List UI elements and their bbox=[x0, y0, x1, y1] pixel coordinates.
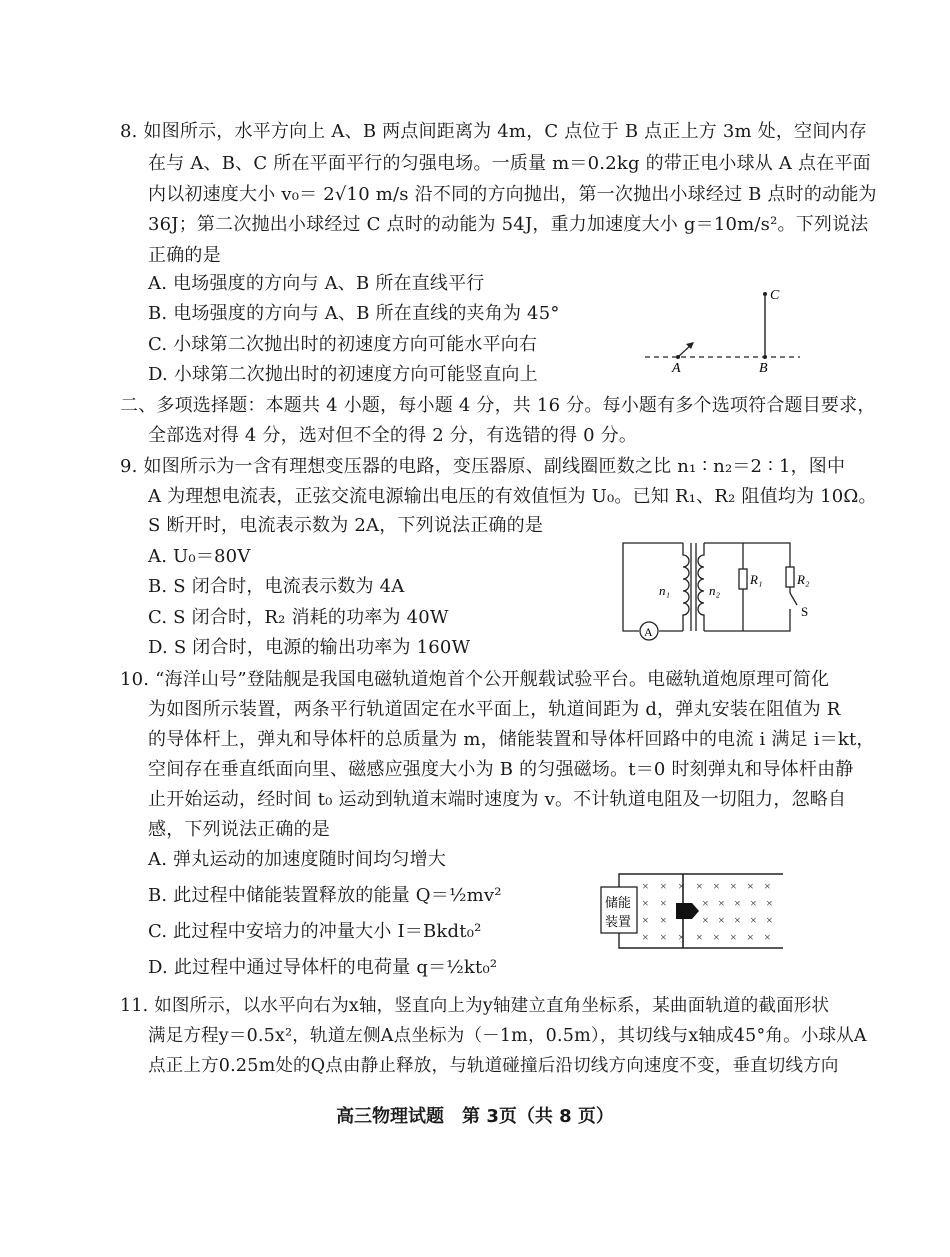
svg-text:×: × bbox=[730, 879, 737, 893]
q8-stem-line: 在与 A、B、C 所在平面平行的匀强电场。一质量 m＝0.2kg 的带正电小球从 A 点在平面 bbox=[148, 153, 871, 174]
primary-coil bbox=[683, 543, 689, 631]
svg-text:×: × bbox=[747, 879, 754, 893]
q10-option-b: B. 此过程中储能装置释放的能量 Q＝½mv² bbox=[148, 885, 502, 906]
device-label-line2: 装置 bbox=[605, 914, 632, 929]
svg-text:×: × bbox=[696, 879, 703, 893]
section-heading: 二、多项选择题：本题共 4 小题，每小题 4 分，共 16 分。每小题有多个选项符合题目要求， bbox=[120, 395, 876, 416]
projectile bbox=[676, 903, 699, 919]
q10-option-d: D. 此过程中通过导体杆的电荷量 q＝½kt₀² bbox=[148, 957, 498, 978]
svg-text:×: × bbox=[764, 879, 771, 893]
q8-label-b: B bbox=[759, 361, 768, 376]
q9-option-c: C. S 闭合时，R₂ 消耗的功率为 40W bbox=[148, 607, 449, 628]
q11-stem-line: 满足方程y＝0.5x²，轨道左侧A点坐标为（－1m，0.5m），其切线与x轴成45°角。小球从A bbox=[148, 1026, 867, 1046]
secondary-coil bbox=[698, 543, 704, 631]
q10-option-a: A. 弹丸运动的加速度随时间均匀增大 bbox=[148, 849, 447, 870]
q10-stem-line: 10. “海洋山号”登陆舰是我国电磁轨道炮首个公开舰载试验平台。电磁轨道炮原理可简化 bbox=[120, 669, 830, 690]
svg-text:×: × bbox=[642, 913, 649, 927]
q8-stem-line: 36J；第二次抛出小球经过 C 点时的动能为 54J，重力加速度大小 g＝10m/s²。下列说法 bbox=[148, 214, 869, 235]
svg-text:×: × bbox=[766, 896, 773, 910]
q9-option-b: B. S 闭合时，电流表示数为 4A bbox=[148, 576, 405, 597]
q11-stem-line: 点正上方0.25m处的Q点由静止释放，与轨道碰撞后沿切线方向速度不变，垂直切线方向 bbox=[148, 1056, 839, 1076]
ammeter-label: A bbox=[644, 625, 653, 639]
svg-text:×: × bbox=[718, 913, 725, 927]
q10-stem-line: 的导体杆上，弹丸和导体杆的总质量为 m，储能装置和导体杆回路中的电流 i 满足 i＝kt， bbox=[148, 729, 875, 750]
q10-stem-line: 空间存在垂直纸面向里、磁感应强度大小为 B 的匀强磁场。t＝0 时刻弹丸和导体杆由静 bbox=[148, 759, 854, 780]
svg-text:×: × bbox=[734, 896, 741, 910]
svg-text:×: × bbox=[696, 930, 703, 944]
svg-text:×: × bbox=[702, 896, 709, 910]
cross-row bbox=[642, 913, 773, 927]
q9-circuit-figure bbox=[615, 537, 820, 645]
q11-stem-line: 11. 如图所示，以水平向右为x轴，竖直向上为y轴建立直角坐标系，某曲面轨道的截面形状 bbox=[120, 996, 830, 1016]
svg-text:×: × bbox=[734, 913, 741, 927]
cross-row bbox=[642, 896, 773, 910]
svg-text:×: × bbox=[766, 913, 773, 927]
svg-text:×: × bbox=[764, 930, 771, 944]
q8-stem-line: 内以初速度大小 v₀＝ 2√10 m/s 沿不同的方向抛出，第一次抛出小球经过 B 点时的动能为 bbox=[148, 184, 877, 205]
q8-label-a: A bbox=[672, 361, 681, 376]
q8-option-c: C. 小球第二次抛出时的初速度方向可能水平向右 bbox=[148, 334, 538, 355]
device-label-line1: 储能 bbox=[605, 895, 632, 910]
q8-figure bbox=[640, 280, 810, 380]
svg-text:×: × bbox=[678, 930, 685, 944]
q8-point-b bbox=[763, 355, 767, 359]
svg-text:×: × bbox=[660, 930, 667, 944]
cross-row bbox=[642, 879, 771, 893]
svg-text:×: × bbox=[702, 913, 709, 927]
q8-option-a: A. 电场强度的方向与 A、B 所在直线平行 bbox=[148, 273, 485, 294]
page-footer: 高三物理试题 第 3页（共 8 页） bbox=[336, 1106, 614, 1127]
switch-label: S bbox=[801, 604, 809, 619]
q10-stem-line: 为如图所示装置，两条平行轨道固定在水平面上，轨道间距为 d，弹丸安装在阻值为 R bbox=[148, 699, 841, 720]
q8-option-d: D. 小球第二次抛出时的初速度方向可能竖直向上 bbox=[148, 364, 538, 385]
svg-text:×: × bbox=[750, 913, 757, 927]
svg-text:×: × bbox=[718, 896, 725, 910]
q10-stem-line: 感，下列说法正确的是 bbox=[148, 819, 330, 840]
section-heading-cont: 全部选对得 4 分，选对但不全的得 2 分，有选错的得 0 分。 bbox=[148, 425, 638, 446]
r1-label: R₁ bbox=[750, 572, 763, 587]
q9-stem-line: A 为理想电流表，正弦交流电源输出电压的有效值恒为 U₀。已知 R₁、R₂ 阻值均为 10Ω。 bbox=[148, 486, 877, 507]
svg-text:×: × bbox=[642, 896, 649, 910]
svg-text:×: × bbox=[678, 879, 685, 893]
svg-text:×: × bbox=[730, 930, 737, 944]
switch-s bbox=[790, 593, 797, 605]
magnetic-field-crosses bbox=[642, 879, 773, 944]
q10-railgun-figure bbox=[598, 864, 790, 954]
svg-text:×: × bbox=[660, 896, 667, 910]
cross-row bbox=[642, 930, 771, 944]
svg-text:×: × bbox=[713, 930, 720, 944]
q9-stem-line: 9. 如图所示为一含有理想变压器的电路，变压器原、副线圈匝数之比 n₁ ∶ n₂＝2 ∶ 1，图中 bbox=[120, 456, 846, 477]
svg-text:×: × bbox=[642, 879, 649, 893]
q10-stem-line: 止开始运动，经时间 t₀ 运动到轨道末端时速度为 v。不计轨道电阻及一切阻力，忽略自 bbox=[148, 789, 847, 810]
resistor-r1 bbox=[739, 569, 747, 589]
svg-text:×: × bbox=[660, 879, 667, 893]
resistor-r2 bbox=[786, 567, 794, 587]
svg-text:×: × bbox=[747, 930, 754, 944]
svg-text:×: × bbox=[660, 913, 667, 927]
q9-stem-line: S 断开时，电流表示数为 2A，下列说法正确的是 bbox=[148, 515, 544, 536]
q8-option-b: B. 电场强度的方向与 A、B 所在直线的夹角为 45° bbox=[148, 303, 560, 324]
n1-label: n₁ bbox=[659, 583, 671, 598]
q8-stem-line: 正确的是 bbox=[148, 245, 221, 266]
r2-label: R₂ bbox=[797, 572, 810, 587]
svg-text:×: × bbox=[642, 930, 649, 944]
q10-option-c: C. 此过程中安培力的冲量大小 I＝Bkdt₀² bbox=[148, 921, 482, 942]
n2-label: n₂ bbox=[709, 583, 721, 598]
q8-stem-line: 8. 如图所示，水平方向上 A、B 两点间距离为 4m，C 点位于 B 点正上方 3m 处，空间内存 bbox=[120, 121, 867, 142]
q8-point-c bbox=[763, 292, 767, 296]
svg-text:×: × bbox=[713, 879, 720, 893]
q9-option-d: D. S 闭合时，电源的输出功率为 160W bbox=[148, 637, 471, 658]
svg-text:×: × bbox=[750, 896, 757, 910]
q8-label-c: C bbox=[770, 288, 780, 303]
q9-option-a: A. U₀＝80V bbox=[148, 546, 251, 567]
